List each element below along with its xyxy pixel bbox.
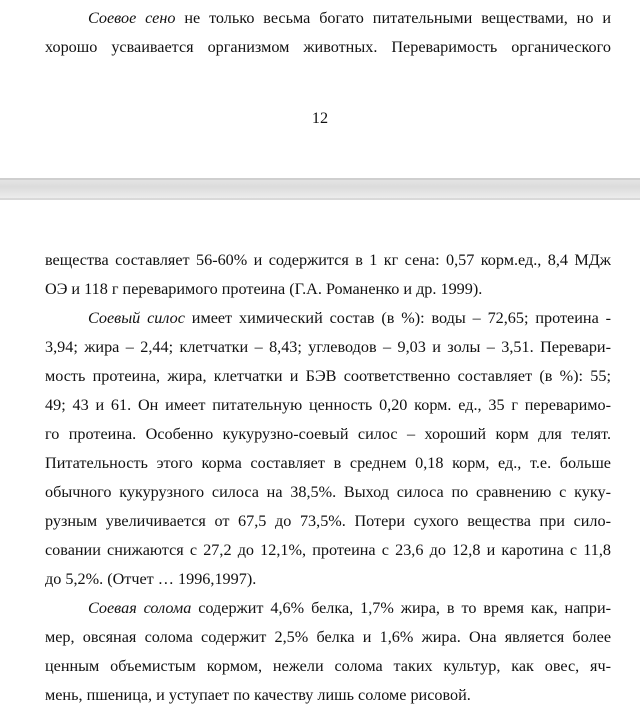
page-separator-edge (0, 178, 640, 180)
text-line: ОЭ и 118 г переваримого протеина (Г.А. Романенко и др. 1999). (45, 280, 483, 298)
text-line: мер, овсяная солома содержит 2,5% белка и 1,6% жира. Она является более (45, 628, 611, 646)
text-line: Соевая солома содержит 4,6% белка, 1,7% жира, в то время как, напри- (88, 599, 611, 617)
text-line: Соевый силос имеет химический состав (в %): воды – 72,65; протеина - (88, 309, 611, 327)
text-line: Питательность этого корма составляет в среднем 0,18 корм, ед., т.е. больше (45, 454, 611, 472)
page-12 (0, 0, 640, 178)
text-line: вещества составляет 56-60% и содержится в 1 кг сена: 0,57 корм.ед., 8,4 МДж (45, 251, 611, 269)
text-line: рузным увеличивается от 67,5 до 73,5%. Потери сухого вещества при сило- (45, 512, 611, 530)
term-soy-silage: Соевый силос (88, 309, 185, 327)
text-line: мость протеина, жира, клетчатки и БЭВ соответственно составляет (в %): 55; (45, 367, 611, 385)
text-line: обычного кукурузного силоса на 38,5%. Выход силоса по сравнению с куку- (45, 483, 611, 501)
page-separator (0, 178, 640, 200)
text-line: хорошо усваивается организмом животных. Переваримость органического (45, 38, 611, 56)
text-line: до 5,2%. (Отчет … 1996,1997). (45, 570, 257, 588)
page-number: 12 (311, 109, 329, 127)
text-line: ценным объемистым кормом, нежели солома таких культур, как овес, яч- (45, 657, 611, 675)
text-line: 3,94; жира – 2,44; клетчатки – 8,43; углеводов – 9,03 и золы – 3,51. Перевари- (45, 338, 611, 356)
page-13 (0, 200, 640, 709)
term-soy-hay: Соевое сено (88, 9, 176, 27)
text-line: мень, пшеница, и уступает по качеству лишь соломе рисовой. (45, 686, 471, 704)
text-line: го протеина. Особенно кукурузно-соевый силос – хороший корм для телят. (45, 425, 611, 443)
term-soy-straw: Соевая солома (88, 599, 192, 617)
text-line: совании снижаются с 27,2 до 12,1%, протеина с 23,6 до 12,8 и каротина с 11,8 (45, 541, 611, 559)
text-line: Соевое сено не только весьма богато питательными веществами, но и (88, 9, 611, 27)
text-line: 49; 43 и 61. Он имеет питательную ценность 0,20 корм. ед., 35 г переваримо- (45, 396, 611, 414)
